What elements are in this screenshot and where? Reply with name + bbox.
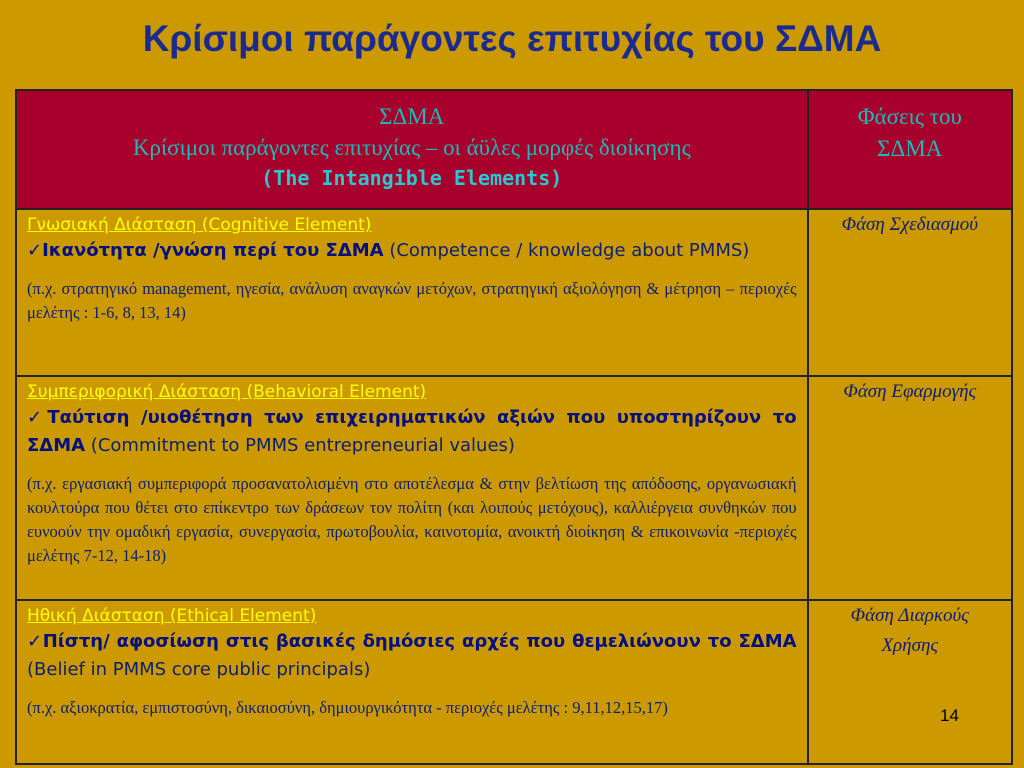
header-left-line2: Κρίσιμοι παράγοντες επιτυχίας – οι άϋλες μορφές διοίκησης	[132, 135, 691, 160]
check-icon: ✓	[27, 631, 43, 652]
ethical-cell	[16, 600, 808, 764]
example-text: (π.χ. εργασιακή συμπεριφορά προσανατολισμένη στο αποτέλεσμα & στην βελτίωση της απόδοσης, οργανωσιακή κουλτούρα που θέτει στο επίκεντρο των δράσεων τον πολίτη (και λοιπούς μετόχους), καλλιέργεια συνθηκών που ευνοούν την ομαδική εργασία, συνεργασία, πρωτοβουλία, καινοτομία, ανοικτή διοίκηση & επικοινωνία -περιοχές μελέτης 7-12, 14-18)	[27, 474, 797, 565]
header-right-line1: Φάσεις του	[857, 104, 962, 129]
factor-english: (Belief in PMMS core public principals)	[27, 659, 371, 680]
check-icon: ✓	[27, 407, 48, 428]
dimension-title: Συμπεριφορική Διάσταση (Behavioral Element)	[27, 382, 427, 402]
cognitive-cell	[16, 209, 808, 376]
phase-label: Φάση Διαρκούς Χρήσης	[850, 605, 969, 656]
factors-table	[15, 89, 1013, 765]
dimension-title: Ηθική Διάσταση (Ethical Element)	[27, 606, 317, 626]
factor-english: (Competence / knowledge about PMMS)	[383, 240, 750, 261]
table-header-row	[16, 90, 1012, 209]
header-right-cell	[808, 90, 1012, 209]
example-text: (π.χ. στρατηγικό management, ηγεσία, ανάλυση αναγκών μετόχων, στρατηγική αξιολόγηση & μέτρηση – περιοχές μελέτης : 1-6, 8, 13, 14)	[27, 279, 797, 322]
behavioral-cell	[16, 376, 808, 600]
phase-cell	[808, 376, 1012, 600]
slide-title: Κρίσιμοι παράγοντες επιτυχίας του ΣΔΜΑ	[142, 18, 882, 59]
header-left-cell	[16, 90, 808, 209]
factor-item	[27, 628, 797, 684]
header-left-line1: ΣΔΜΑ	[379, 104, 445, 129]
dimension-title: Γνωσιακή Διάσταση (Cognitive Element)	[27, 215, 372, 235]
table-row	[16, 600, 1012, 764]
page-number: 14	[940, 706, 959, 725]
phase-label: Φάση Σχεδιασμού	[841, 214, 978, 235]
table-row	[16, 209, 1012, 376]
table-row	[16, 376, 1012, 600]
header-left-line3: (The Intangible Elements)	[261, 166, 563, 190]
phase-cell	[808, 600, 1012, 764]
factor-english: (Commitment to PMMS entrepreneurial values)	[85, 435, 515, 456]
factor-bold: Ταύτιση /υιοθέτηση των επιχειρηματικών αξιών που υποστηρίζουν το ΣΔΜΑ	[27, 407, 797, 456]
example-text: (π.χ. αξιοκρατία, εμπιστοσύνη, δικαιοσύνη, δημιουργικότητα - περιοχές μελέτης : 9,11,12,15,17)	[27, 698, 668, 717]
factor-bold: Πίστη/ αφοσίωση στις βασικές δημόσιες αρχές που θεμελιώνουν το ΣΔΜΑ	[42, 631, 797, 652]
check-icon: ✓	[27, 240, 43, 261]
phase-cell	[808, 209, 1012, 376]
factor-item	[27, 404, 797, 460]
header-right-line2: ΣΔΜΑ	[877, 136, 943, 161]
factor-item	[27, 237, 797, 265]
phase-label: Φάση Εφαρμογής	[843, 381, 977, 402]
factor-bold: Ικανότητα /γνώση περί του ΣΔΜΑ	[42, 240, 384, 261]
